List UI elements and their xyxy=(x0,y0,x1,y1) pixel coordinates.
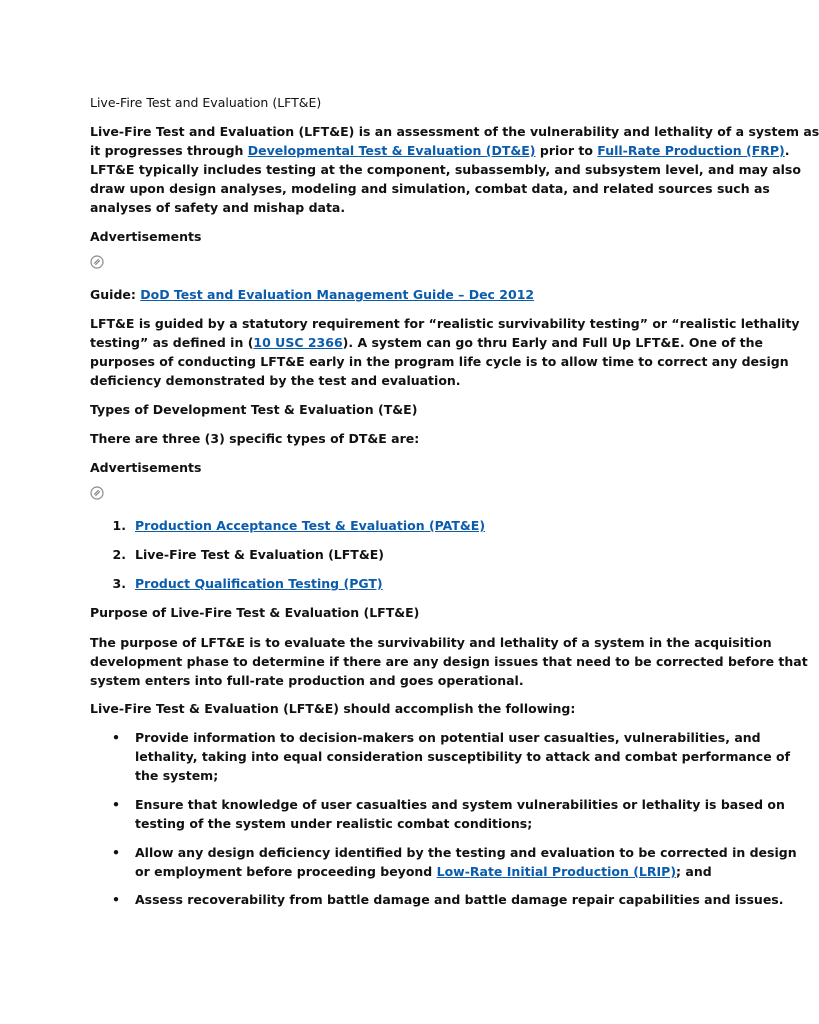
pate-link[interactable]: Production Acceptance Test & Evaluation (PAT&E) xyxy=(135,518,486,533)
statutory-paragraph xyxy=(90,314,800,390)
dte-link[interactable]: Developmental Test & Evaluation (DT&E) xyxy=(247,143,536,158)
intro-line-4: draw upon design analyses, modeling and simulation, combat data, and related sources such as xyxy=(90,181,770,196)
guide-label: Guide: xyxy=(90,287,141,302)
types-heading: Types of Development Test & Evaluation (T&E) xyxy=(90,402,418,417)
intro-line-3: LFT&E typically includes testing at the component, subassembly, and subsystem level, and may also xyxy=(90,162,801,177)
list-number: 1. xyxy=(112,518,126,533)
bullet-dot: • xyxy=(112,845,120,860)
intro-line-2 xyxy=(90,141,790,160)
bullet-text-part: or employment before proceeding beyond xyxy=(135,864,437,879)
list-text: Live-Fire Test & Evaluation (LFT&E) xyxy=(135,547,384,562)
bullet-dot: • xyxy=(112,892,120,907)
frp-link[interactable]: Full-Rate Production (FRP) xyxy=(597,143,785,158)
intro-text: . xyxy=(784,143,790,158)
intro-text: it progresses through xyxy=(90,143,248,158)
bullet-text-part: ; and xyxy=(676,864,712,879)
bullet-text: lethality, taking into equal consideration susceptibility to attack and combat performance of xyxy=(135,749,791,764)
intro-text: prior to xyxy=(535,143,598,158)
list-number: 2. xyxy=(112,547,126,562)
statutory-text: ). A system can go thru Early and Full Up LFT&E. One of the xyxy=(342,335,764,350)
statutory-text: testing” as defined in ( xyxy=(90,335,254,350)
three-types-text: There are three (3) specific types of DT&E are: xyxy=(90,431,420,446)
purpose-paragraph xyxy=(90,633,808,690)
usc-2366-link[interactable]: 10 USC 2366 xyxy=(253,335,343,350)
guide-line xyxy=(90,285,680,304)
statutory-line-1: LFT&E is guided by a statutory requirement for “realistic survivability testing” or “realistic lethality xyxy=(90,316,800,331)
bullet-text: Provide information to decision-makers on potential user casualties, vulnerabilities, and xyxy=(135,730,761,745)
statutory-line-3: purposes of conducting LFT&E early in the program life cycle is to allow time to correct any design xyxy=(90,354,789,369)
ad-placeholder-icon xyxy=(90,255,104,269)
lrip-link[interactable]: Low-Rate Initial Production (LRIP) xyxy=(436,864,677,879)
list-number: 3. xyxy=(112,576,126,591)
advertisements-label: Advertisements xyxy=(90,460,202,475)
intro-line-5: analyses of safety and mishap data. xyxy=(90,200,346,215)
purpose-line-1: The purpose of LFT&E is to evaluate the survivability and lethality of a system in the acquisition xyxy=(90,635,772,650)
bullet-text: Allow any design deficiency identified by the testing and evaluation to be corrected in design xyxy=(135,845,797,860)
bullet-text: the system; xyxy=(135,768,219,783)
bullet-dot: • xyxy=(112,797,120,812)
bullet-text xyxy=(135,862,712,881)
pgt-link[interactable]: Product Qualification Testing (PGT) xyxy=(135,576,383,591)
intro-paragraph xyxy=(90,122,819,217)
bullet-text: testing of the system under realistic combat conditions; xyxy=(135,816,533,831)
statutory-line-4: deficiency demonstrated by the test and evaluation. xyxy=(90,373,461,388)
dod-guide-link[interactable]: DoD Test and Evaluation Management Guide – Dec 2012 xyxy=(140,287,535,302)
bullet-text: Assess recoverability from battle damage and battle damage repair capabilities and issues. xyxy=(135,892,784,907)
bullet-text: Ensure that knowledge of user casualties and system vulnerabilities or lethality is based on xyxy=(135,797,785,812)
advertisements-label: Advertisements xyxy=(90,229,202,244)
should-heading: Live-Fire Test & Evaluation (LFT&E) should accomplish the following: xyxy=(90,701,576,716)
statutory-line-2 xyxy=(90,333,764,352)
intro-line-1: Live-Fire Test and Evaluation (LFT&E) is an assessment of the vulnerability and lethality of a system as xyxy=(90,124,819,139)
purpose-line-3: system enters into full-rate production and goes operational. xyxy=(90,673,524,688)
purpose-line-2: development phase to determine if there are any design issues that need to be corrected before that xyxy=(90,654,808,669)
bullet-dot: • xyxy=(112,730,120,745)
document-title: Live-Fire Test and Evaluation (LFT&E) xyxy=(90,95,322,110)
purpose-heading: Purpose of Live-Fire Test & Evaluation (LFT&E) xyxy=(90,605,420,620)
ad-placeholder-icon xyxy=(90,486,104,500)
